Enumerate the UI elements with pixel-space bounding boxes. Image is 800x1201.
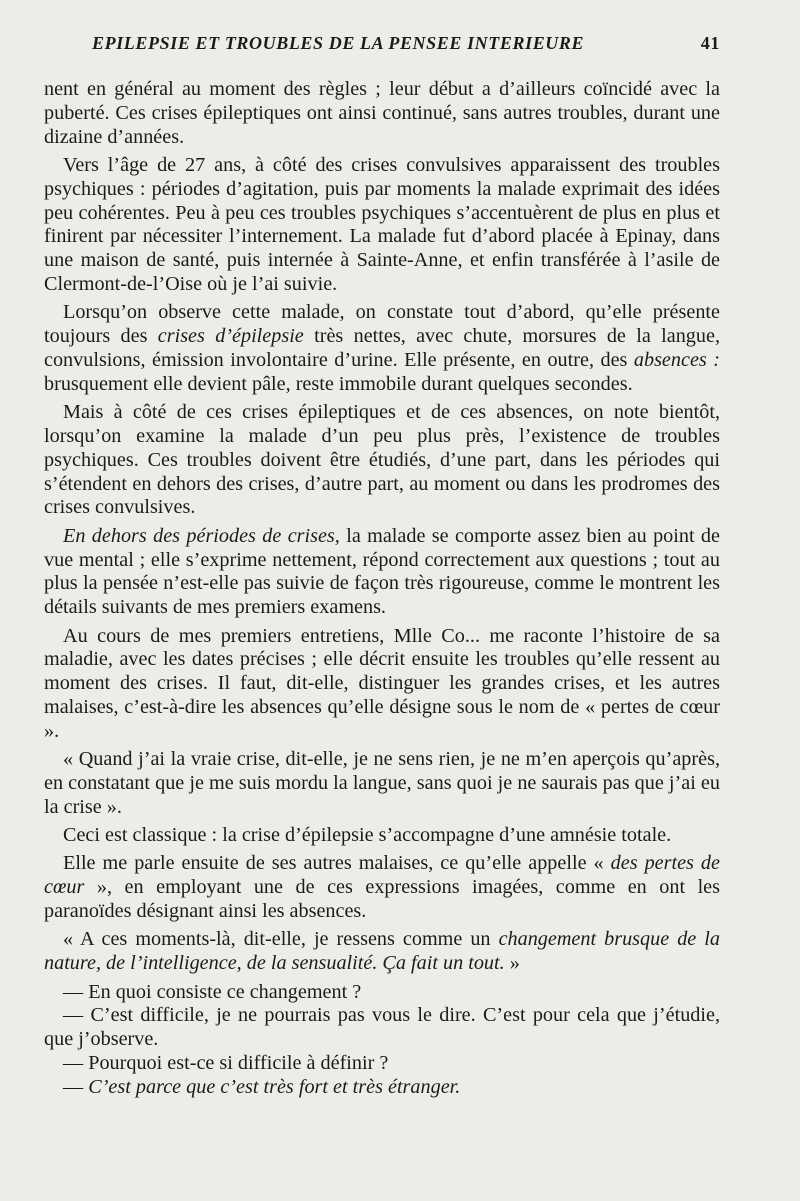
italic-text: crises d’épilepsie	[157, 325, 304, 348]
paragraph	[44, 78, 720, 149]
dialogue-line	[44, 981, 720, 1005]
text-run: nent en général au moment des règles ; leur début a d’ailleurs coïncidé avec la puberté. Ces crises épileptiques ont ainsi continué, sans autres troubles, durant une dizaine d’années.	[44, 78, 720, 148]
text-run: »	[504, 952, 520, 975]
body-text	[44, 78, 720, 1100]
running-title: EPILEPSIE ET TROUBLES DE LA PENSEE INTERIEURE	[92, 33, 585, 53]
paragraph	[44, 301, 720, 396]
paragraph	[44, 525, 720, 620]
text-run: Vers l’âge de 27 ans, à côté des crises convulsives apparaissent des troubles psychiques : périodes d’agitation, puis par moments la malade exprimait des idées peu cohérentes. Peu à peu ces troubles psychiques s’accentuèrent de plus en plus et finirent par nécessiter l’internement. La malade fut d’abord placée à Epinay, dans une maison de santé, puis internée à Sainte-Anne, et enfin transférée à l’asile de Clermont-de-l’Oise où je l’ai suivie.	[44, 153, 720, 295]
italic-text: changement brusque de la nature, de l’intelligence, de la sensualité. Ça fait un tout.	[44, 928, 720, 975]
paragraph	[44, 928, 720, 976]
text-run: « Quand j’ai la vraie crise, dit-elle, je ne sens rien, je ne m’en aperçois qu’après, en constatant que je me suis mordu la langue, sans quoi je ne saurais pas que j’ai eu la crise ».	[44, 748, 720, 818]
italic-text: En dehors des périodes de crises,	[63, 524, 340, 547]
page-number: 41	[700, 33, 720, 53]
italic-text: C’est parce que c’est très fort et très étranger.	[88, 1075, 461, 1098]
paragraph	[44, 748, 720, 819]
text-run: Ceci est classique : la crise d’épilepsie s’accompagne d’une amnésie totale.	[63, 824, 672, 847]
paragraph	[44, 154, 720, 297]
italic-text: absences :	[633, 348, 720, 371]
text-run: —	[63, 1075, 89, 1098]
text-run: — En quoi consiste ce changement ?	[63, 980, 362, 1003]
text-run: Mais à côté de ces crises épileptiques et de ces absences, on note bientôt, lorsqu’on examine la malade d’un peu plus près, l’existence de troubles psychiques. Ces troubles doivent être étudiés, d’une part, dans les périodes qui s’étendent en dehors des crises, d’autre part, au moment ou dans les prodromes des crises convulsives.	[44, 401, 720, 519]
text-run: « A ces moments-là, dit-elle, je ressens comme un	[63, 928, 499, 951]
text-run: », en employant une de ces expressions imagées, comme en ont les paranoïdes désignant ainsi les absences.	[44, 876, 720, 923]
text-run: Lorsqu’on observe cette malade, on constate tout d’abord, qu’elle présente toujours des	[44, 301, 720, 348]
text-run: Elle me parle ensuite de ses autres malaises, ce qu’elle appelle «	[63, 852, 611, 875]
text-run: — C’est difficile, je ne pourrais pas vous le dire. C’est pour cela que j’étudie, que j’observe.	[44, 1004, 720, 1051]
dialogue-line	[44, 1052, 720, 1076]
text-run: Au cours de mes premiers entretiens, Mlle Co... me raconte l’histoire de sa maladie, avec les dates précises ; elle décrit ensuite les troubles qu’elle ressent au moment des crises. Il faut, dit-elle, distinguer les grandes crises, et les autres malaises, c’est-à-dire les absences qu’elle désigne sous le nom de « pertes de cœur ».	[44, 624, 720, 742]
paragraph	[44, 824, 720, 848]
paragraph	[44, 625, 720, 744]
text-run: brusquement elle devient pâle, reste immobile durant quelques secondes.	[44, 372, 633, 395]
text-run: très nettes, avec chute, morsures de la langue, convulsions, émission involontaire d’urine. Elle présente, en outre, des	[44, 325, 720, 371]
text-run: la malade se comporte assez bien au point de vue mental ; elle s’exprime nettement, répond correctement aux questions ; tout au plus la pensée n’est-elle pas suivie de façon très rigoureuse, comme le montrent les détails suivants de mes premiers examens.	[44, 524, 720, 619]
dialogue-line	[44, 1004, 720, 1052]
italic-text: des pertes de cœur	[44, 852, 720, 899]
text-run: — Pourquoi est-ce si difficile à définir ?	[63, 1052, 389, 1075]
dialogue-line	[44, 1076, 720, 1100]
paragraph	[44, 852, 720, 923]
paragraph	[44, 401, 720, 520]
